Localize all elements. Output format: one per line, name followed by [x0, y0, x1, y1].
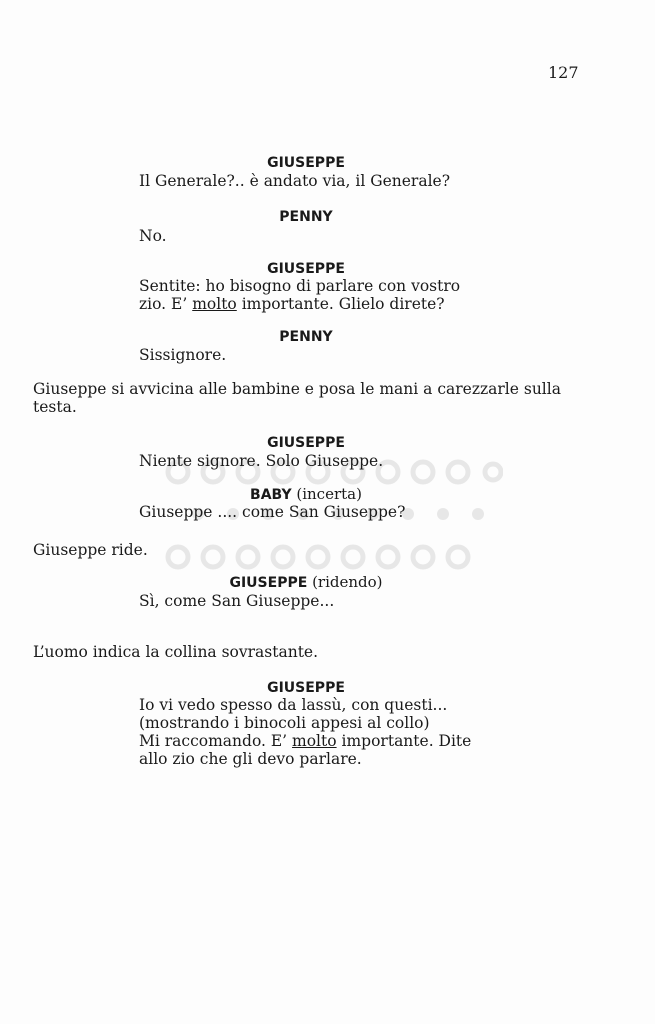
dialogue-line: Io vi vedo spesso da lassù, con questi... — [139, 696, 448, 714]
dialogue-line: Il Generale?.. è andato via, il Generale? — [139, 172, 451, 190]
parenthetical: (ridendo) — [307, 573, 383, 591]
action-text: Giuseppe si avvicina alle bambine e posa le mani a carezzarle sulla testa. — [33, 380, 561, 416]
page-number: 127 — [548, 63, 579, 82]
dialogue-line: Sentite: ho bisogno di parlare con vostro — [139, 277, 461, 295]
character-name: PENNY — [279, 209, 333, 225]
character-name: GIUSEPPE — [267, 435, 345, 451]
parenthetical-line: (mostrando i binocoli appesi al collo) — [139, 714, 430, 732]
emphasis-text: molto — [192, 295, 237, 313]
emphasis-text: molto — [292, 732, 337, 750]
dialogue-line: Niente signore. Solo Giuseppe. — [139, 452, 384, 470]
dialogue-line: Mi raccomando. E’ molto importante. Dite — [139, 732, 472, 750]
dialogue-line: Sissignore. — [139, 346, 227, 364]
dialogue-line: zio. E’ molto importante. Glielo direte? — [139, 295, 445, 313]
action-text: Giuseppe ride. — [33, 541, 148, 559]
character-name: PENNY — [279, 329, 333, 345]
parenthetical: (incerta) — [291, 485, 362, 503]
character-name: GIUSEPPE (ridendo) — [229, 573, 383, 591]
dialogue-line: No. — [139, 227, 167, 245]
dialogue-line: allo zio che gli devo parlare. — [139, 750, 362, 768]
action-text: L’uomo indica la collina sovrastante. — [33, 643, 319, 661]
dialogue-line: Giuseppe .... come San Giuseppe? — [139, 503, 406, 521]
character-name: GIUSEPPE — [267, 261, 345, 277]
character-name: GIUSEPPE — [267, 155, 345, 171]
dialogue-line: Sì, come San Giuseppe... — [139, 592, 335, 610]
character-name: BABY (incerta) — [250, 485, 362, 503]
character-name: GIUSEPPE — [267, 680, 345, 696]
